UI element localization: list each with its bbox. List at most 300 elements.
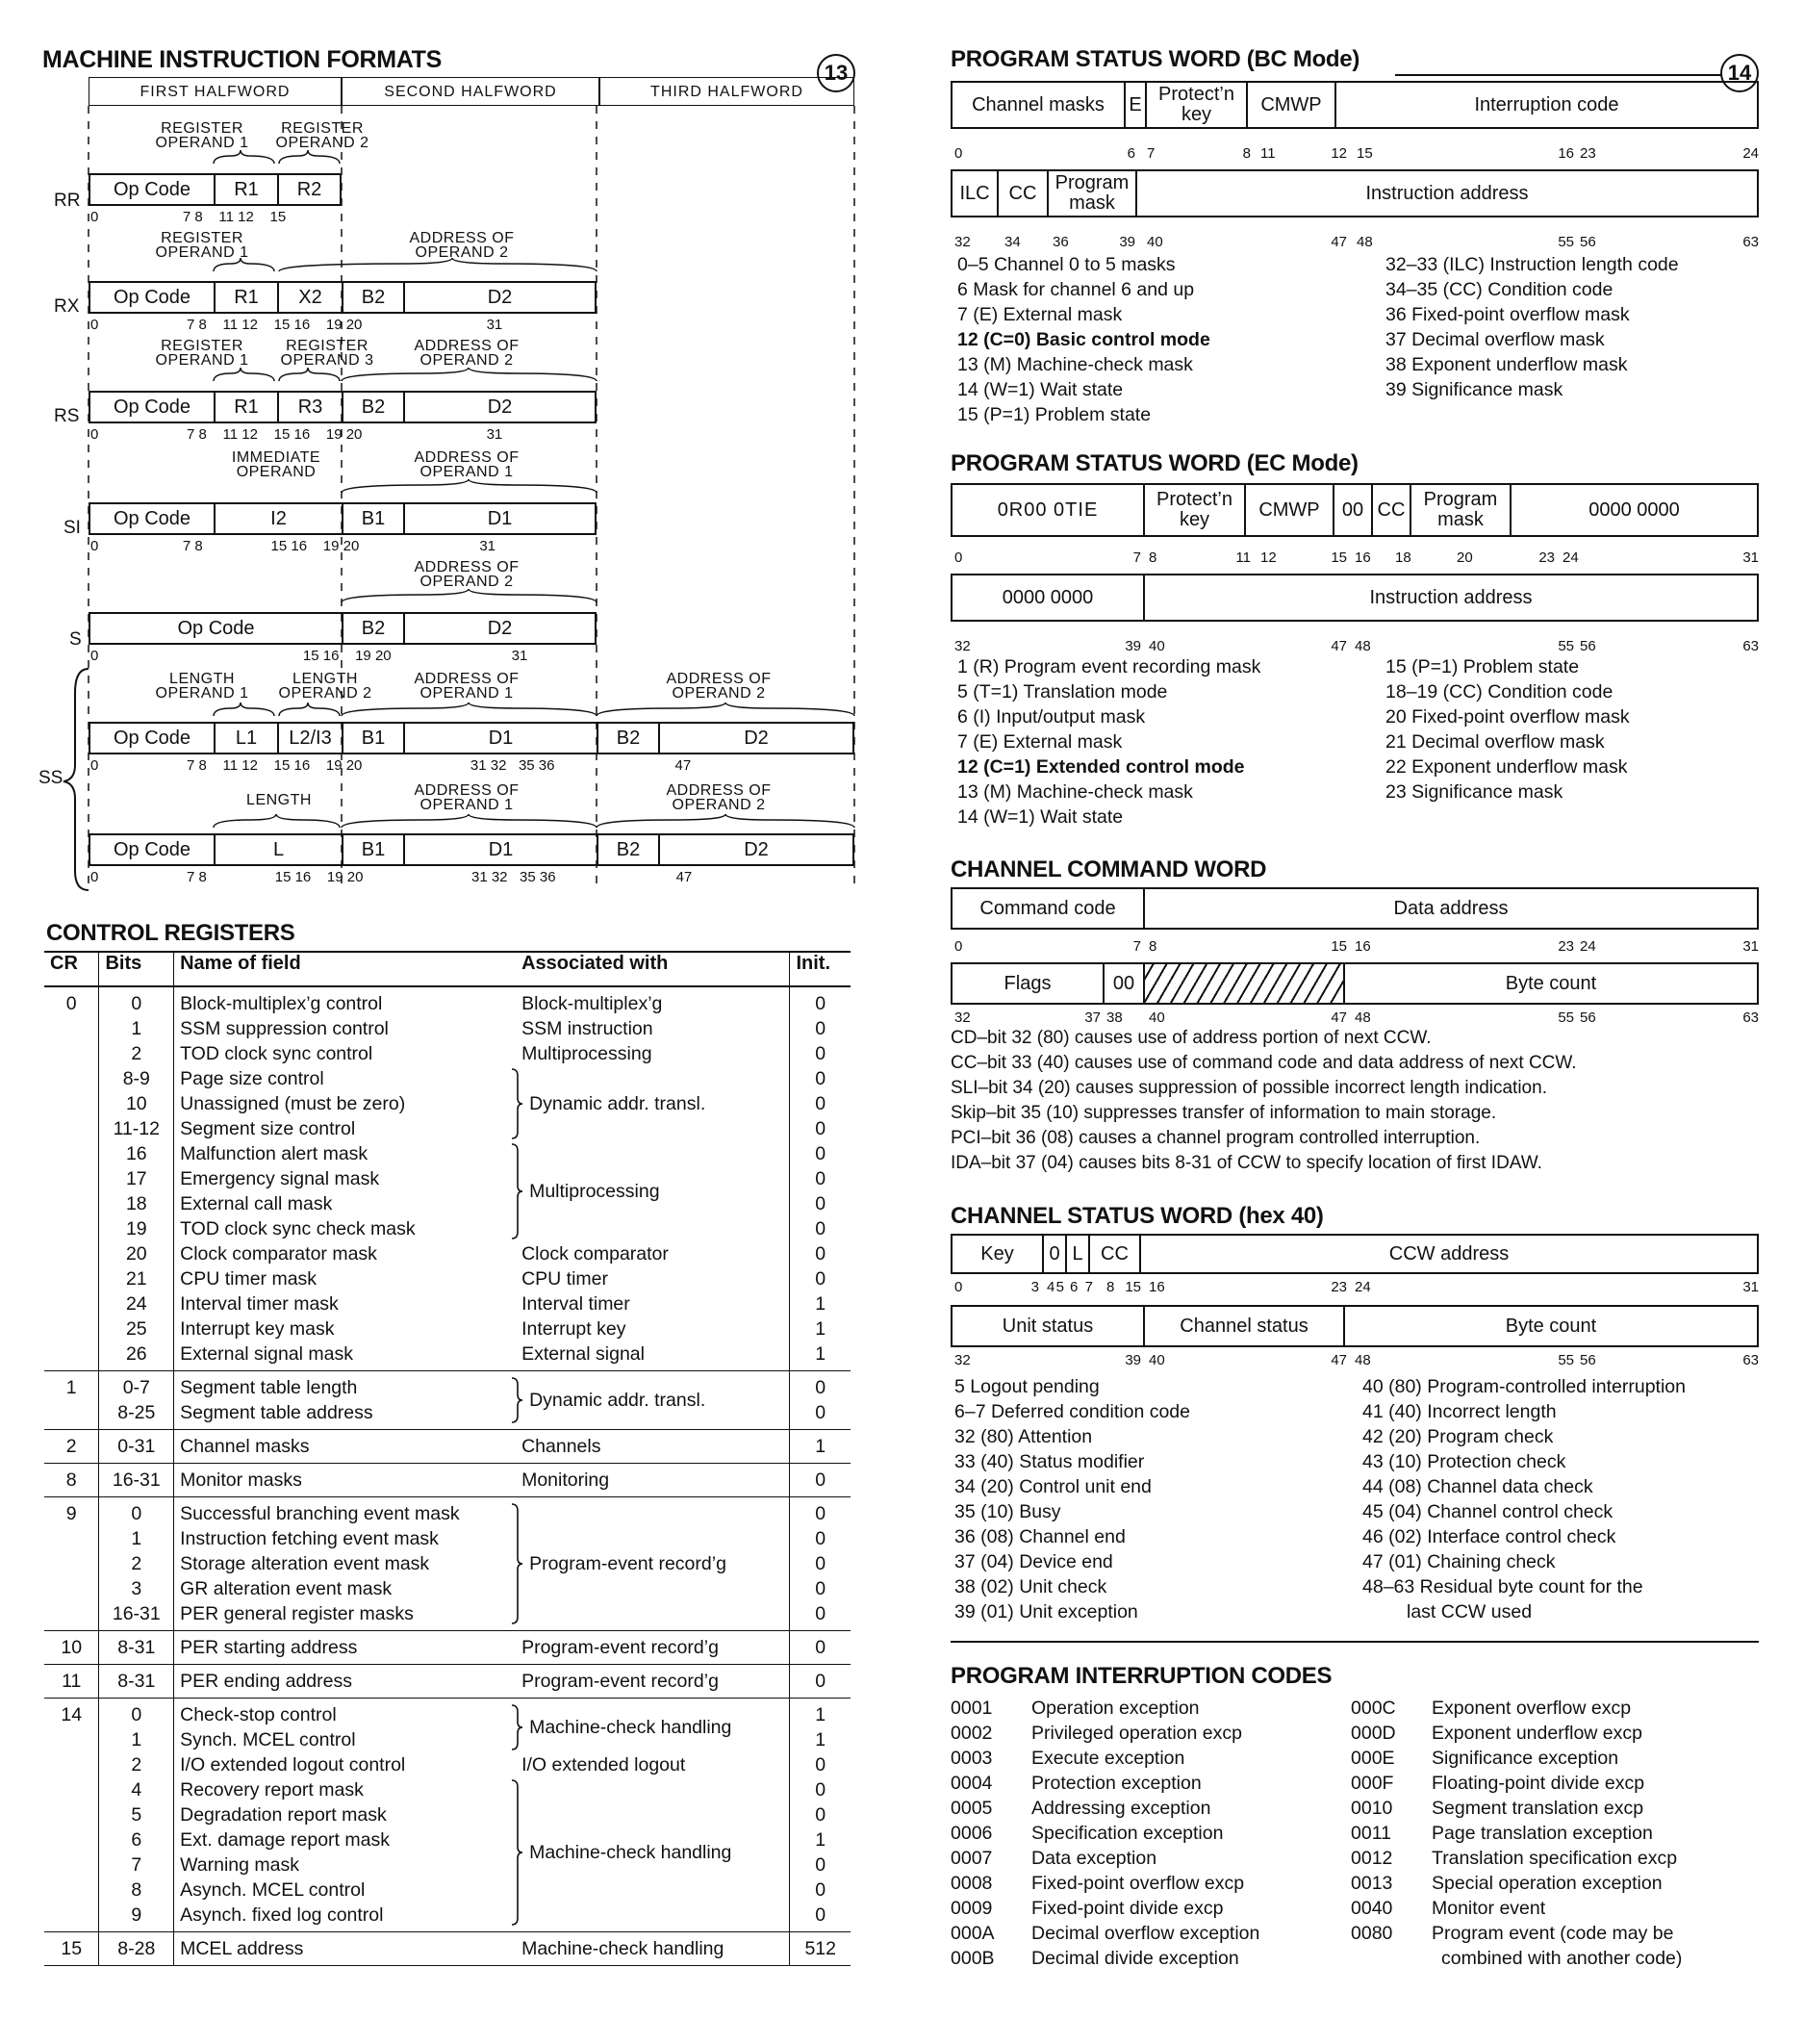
cr-assoc-brace-cell — [521, 1400, 783, 1425]
ss-len1-label: LENGTH OPERAND 1 — [155, 671, 249, 702]
bit-number: 36 — [1053, 234, 1069, 250]
cr-assoc-label: Interval timer — [521, 1293, 630, 1315]
ccw-reserved-field — [1145, 964, 1345, 1003]
bit-number: 20 — [1457, 549, 1473, 566]
cr-assoc-label: Program-event record’g — [529, 1553, 726, 1574]
cr-number — [44, 1430, 99, 1464]
bit-number: 23 — [1331, 1279, 1347, 1295]
bit-number: 55 — [1558, 638, 1574, 654]
bit-number: 23 — [1580, 145, 1596, 162]
cr-field-label: Segment table length — [180, 1377, 358, 1398]
bit-number: 7 — [1084, 1279, 1093, 1295]
cr-init-value: 0 — [815, 1804, 826, 1826]
list-line: IDA–bit 37 (04) causes bits 8-31 of CCW to specify location of first IDAW. — [951, 1153, 1542, 1173]
cr-assoc-label: Block-multiplex’g — [521, 993, 663, 1014]
cr-bit-range: 0-7 — [122, 1377, 150, 1398]
interruption-code-row — [1351, 1696, 1682, 1721]
cr-init — [790, 986, 851, 1371]
cr-assoc-brace-cell — [521, 1501, 783, 1574]
cr-init-value: 0 — [815, 1018, 826, 1039]
bit-number: 8 — [1106, 1279, 1115, 1295]
cr-field-label: MCEL address — [180, 1938, 304, 1959]
cr-field-label: GR alteration event mask — [180, 1578, 393, 1599]
bit-number: 16 — [1149, 1279, 1165, 1295]
cr-number-value: 1 — [65, 1377, 77, 1398]
cr-init-value: 0 — [815, 1243, 826, 1265]
interruption-code-field: Interruption code — [1474, 93, 1619, 115]
cr-number — [44, 1932, 99, 1966]
cr-init-value: 0 — [815, 1854, 826, 1876]
cr-associated-with — [516, 1464, 790, 1497]
interruption-code: 0012 — [1351, 1848, 1393, 1869]
list-line: 1 (R) Program event recording mask — [957, 656, 1261, 677]
interruption-description: Special operation exception — [1432, 1873, 1663, 1894]
interruption-code-row — [951, 1746, 1259, 1771]
ccw-notes — [951, 1026, 1577, 1176]
cr-init-value: 1 — [815, 1293, 826, 1315]
cr-field-label: Interrupt key mask — [180, 1318, 335, 1340]
interruption-description: Exponent overflow excp — [1432, 1698, 1632, 1719]
cr-init-value: 0 — [815, 1603, 826, 1624]
cr-bit-range: 6 — [131, 1829, 142, 1851]
cr-init — [790, 1497, 851, 1631]
bit-number: 0 — [954, 938, 963, 955]
bit-number: 0 — [954, 549, 963, 566]
cr-init-value: 0 — [815, 1469, 826, 1491]
s-d2-field: D2 — [487, 617, 513, 639]
cr-field-label: SSM suppression control — [180, 1018, 389, 1039]
cr-field-label: TOD clock sync control — [180, 1043, 373, 1064]
cr-init-value: 1 — [815, 1318, 826, 1340]
cr-assoc-brace-cell — [521, 1852, 783, 1878]
list-line: Skip–bit 35 (10) suppresses transfer of information to main storage. — [951, 1103, 1497, 1123]
channel-masks-field: Channel masks — [953, 83, 1126, 127]
list-line: 14 (W=1) Wait state — [957, 379, 1124, 400]
bit-number: 24 — [1355, 1279, 1371, 1295]
pic-title: PROGRAM INTERRUPTION CODES — [951, 1663, 1333, 1689]
assoc-col-header: Associated with — [516, 952, 790, 986]
cr-assoc-label: Program-event record’g — [521, 1671, 719, 1692]
cr-assoc-brace-cell — [521, 1191, 783, 1216]
cr-assoc-brace-cell — [521, 1375, 783, 1411]
interruption-code-row — [951, 1796, 1259, 1821]
interruption-code-row — [951, 1946, 1259, 1971]
e-field: E — [1126, 83, 1147, 127]
interruption-code-row — [1351, 1846, 1682, 1871]
cr-number — [44, 1464, 99, 1497]
cr-init-value: 0 — [815, 1068, 826, 1089]
ss-addr2-label: ADDRESS OF OPERAND 2 — [666, 671, 772, 702]
data-address-field: Data address — [1393, 897, 1509, 919]
list-line: 38 Exponent underflow mask — [1385, 354, 1628, 375]
si-format — [89, 502, 597, 535]
interruption-code: 0004 — [951, 1773, 993, 1794]
interruption-description: Significance exception — [1432, 1748, 1619, 1769]
cr-group-row — [44, 1371, 851, 1430]
cr-bit-range: 16-31 — [112, 1469, 161, 1491]
bit-number: 55 — [1558, 234, 1574, 250]
interruption-description: Fixed-point divide excp — [1031, 1898, 1224, 1919]
cr-number — [44, 986, 99, 1371]
cr-init-value: 0 — [815, 1904, 826, 1926]
psw-bc-left-list — [957, 252, 1210, 427]
interruption-code-row — [1351, 1746, 1682, 1771]
cr-bit-range: 2 — [131, 1754, 142, 1776]
ccw-title: CHANNEL COMMAND WORD — [951, 856, 1267, 882]
list-line: PCI–bit 36 (08) causes a channel program controlled interruption. — [951, 1128, 1481, 1148]
cr-assoc-brace-cell — [521, 1727, 783, 1752]
bit-number: 7 — [1132, 549, 1141, 566]
cr-number-value: 2 — [65, 1436, 77, 1457]
pic-right-list — [1351, 1696, 1682, 1971]
si-format-label: SI — [64, 518, 81, 538]
cr-associated-with — [516, 1932, 790, 1966]
cr-init-value: 0 — [815, 1043, 826, 1064]
cr-bit-range: 24 — [125, 1293, 147, 1315]
cr-number-value: 9 — [65, 1503, 77, 1524]
cr-number — [44, 1699, 99, 1932]
cr-number — [44, 1371, 99, 1430]
bit-number: 48 — [1355, 1009, 1371, 1026]
list-line: 6–7 Deferred condition code — [954, 1401, 1190, 1422]
bit-number: 56 — [1580, 1009, 1596, 1026]
list-line: 20 Fixed-point overflow mask — [1385, 706, 1630, 728]
interruption-description: Page translation exception — [1432, 1823, 1653, 1844]
cr-field-label: Monitor masks — [180, 1469, 302, 1491]
ec-00-field: 00 — [1334, 485, 1373, 535]
cr-field-label: TOD clock sync check mask — [180, 1218, 416, 1239]
rs-d2-field: D2 — [487, 396, 513, 418]
cr-bits — [99, 1699, 174, 1932]
cr-field-label: I/O extended logout control — [180, 1754, 406, 1776]
cr-field-label: Ext. damage report mask — [180, 1829, 390, 1851]
interruption-code: 000C — [1351, 1698, 1396, 1719]
cr-init-value: 0 — [815, 1637, 826, 1658]
bit-number: 31 — [1742, 1279, 1759, 1295]
cr-init-value: 1 — [815, 1343, 826, 1365]
cr-init-value: 0 — [815, 1143, 826, 1164]
bit-number: 63 — [1742, 1352, 1759, 1368]
interruption-description: Privileged operation excp — [1031, 1723, 1242, 1744]
bit-number: 15 — [1357, 145, 1373, 162]
bit-number: 23 — [1558, 938, 1574, 955]
cr-assoc-brace-cell — [521, 1526, 783, 1551]
list-line: 40 (80) Program-controlled interruption — [1362, 1376, 1686, 1397]
cr-field-label: Successful branching event mask — [180, 1503, 460, 1524]
list-line: 6 Mask for channel 6 and up — [957, 279, 1195, 300]
bit-number: 47 — [1331, 638, 1347, 654]
cr-field-label: Unassigned (must be zero) — [180, 1093, 406, 1114]
ss1-b2-field: B2 — [598, 724, 660, 753]
rx-b2-field: B2 — [343, 283, 405, 312]
cr-associated-with — [516, 986, 790, 1371]
cr-init — [790, 1371, 851, 1430]
list-line: 13 (M) Machine-check mask — [957, 781, 1193, 803]
cr-field-name — [174, 1699, 516, 1932]
cr-field-name — [174, 1497, 516, 1631]
bit-number: 32 — [954, 1009, 971, 1026]
cr-init-value: 1 — [815, 1829, 826, 1851]
interruption-code-row — [951, 1696, 1259, 1721]
ss2-addr1-label: ADDRESS OF OPERAND 1 — [414, 782, 520, 813]
command-code-field: Command code — [953, 889, 1145, 928]
list-line: 43 (10) Protection check — [1362, 1451, 1566, 1472]
cr-field-label: Instruction fetching event mask — [180, 1528, 439, 1549]
si-addr1-label: ADDRESS OF OPERAND 1 — [414, 449, 520, 480]
bit-number: 47 — [1331, 234, 1347, 250]
bit-number: 48 — [1355, 638, 1371, 654]
cr-assoc-label: I/O extended logout — [521, 1754, 686, 1776]
ec-program-mask-field: Program mask — [1411, 485, 1512, 535]
cr-field-label: Asynch. MCEL control — [180, 1879, 366, 1901]
interruption-description: Specification exception — [1031, 1823, 1224, 1844]
cr-bit-range: 26 — [125, 1343, 147, 1365]
cr-assoc-label: Channels — [521, 1436, 601, 1457]
protect-key-field: Protect’n key — [1147, 83, 1248, 127]
ss2-l-field: L — [216, 835, 343, 864]
list-line: 39 (01) Unit exception — [954, 1601, 1138, 1622]
cr-assoc-label: External signal — [521, 1343, 645, 1365]
cr-field-label: Clock comparator mask — [180, 1243, 377, 1265]
cr-field-label: Interval timer mask — [180, 1293, 339, 1315]
ss1-l1-field: L1 — [216, 724, 279, 753]
bit-number: 63 — [1742, 234, 1759, 250]
bit-number: 15 — [1331, 938, 1347, 955]
program-mask-field: Program mask — [1049, 171, 1137, 216]
interruption-code — [1351, 1946, 1432, 1971]
psw-ec-title: PROGRAM STATUS WORD (EC Mode) — [951, 450, 1359, 476]
bit-number: 32 — [954, 638, 971, 654]
list-line: SLI–bit 34 (20) causes suppression of possible incorrect length indication. — [951, 1078, 1547, 1098]
bit-number: 5 — [1055, 1279, 1064, 1295]
bit-number: 16 — [1355, 938, 1371, 955]
interruption-code: 0006 — [951, 1823, 993, 1844]
bit-number: 0 — [954, 1279, 963, 1295]
rs-format-label: RS — [54, 406, 80, 426]
list-line: 15 (P=1) Problem state — [957, 404, 1152, 425]
rr-reg1-label: REGISTER OPERAND 1 — [155, 120, 249, 151]
list-line: 46 (02) Interface control check — [1362, 1526, 1616, 1547]
interruption-code: 0040 — [1351, 1898, 1393, 1919]
bit-number: 47 — [1331, 1352, 1347, 1368]
cr-init — [790, 1464, 851, 1497]
cr-group-row — [44, 1699, 851, 1932]
s-format — [89, 612, 597, 645]
cr-init — [790, 1699, 851, 1932]
cr-assoc-brace-cell — [521, 1091, 783, 1116]
bit-number: 11 — [1235, 549, 1251, 566]
bit-number: 16 — [1355, 549, 1371, 566]
interruption-code-row — [1351, 1921, 1682, 1946]
cr-assoc-label: Multiprocessing — [521, 1043, 652, 1064]
interruption-description: Execute exception — [1031, 1748, 1185, 1769]
list-line: 18–19 (CC) Condition code — [1385, 681, 1613, 703]
bits-col-header: Bits — [99, 952, 174, 986]
cr-init-value: 0 — [815, 993, 826, 1014]
ss1-opcode-field: Op Code — [90, 724, 216, 753]
interruption-code-row — [1351, 1871, 1682, 1896]
ccw-00-field: 00 — [1105, 964, 1145, 1003]
cr-field-name — [174, 986, 516, 1371]
si-b1-field: B1 — [343, 504, 405, 533]
cr-assoc-brace-cell — [521, 1216, 783, 1241]
cr-field-label: Warning mask — [180, 1854, 300, 1876]
list-line: 7 (E) External mask — [957, 731, 1123, 753]
cr-field-label: Check-stop control — [180, 1704, 337, 1725]
bit-number: 8 — [1149, 549, 1157, 566]
bit-number: 56 — [1580, 638, 1596, 654]
cr-assoc-label: Machine-check handling — [529, 1717, 732, 1738]
ss1-bit-numbers: 0 7 8 11 12 15 16 19 20 31 32 35 36 47 — [90, 757, 692, 774]
cr-init-value: 0 — [815, 1093, 826, 1114]
rx-d2-field: D2 — [487, 286, 513, 308]
interruption-description: Addressing exception — [1031, 1798, 1211, 1819]
si-d1-field: D1 — [487, 507, 513, 529]
rs-r1-field: R1 — [216, 393, 279, 422]
list-line: 36 (08) Channel end — [954, 1526, 1126, 1547]
cr-bit-range: 18 — [125, 1193, 147, 1214]
cr-field-label: Page size control — [180, 1068, 324, 1089]
cr-init-value: 0 — [815, 1779, 826, 1801]
cr-bit-range: 0 — [131, 1503, 142, 1524]
list-line: 45 (04) Channel control check — [1362, 1501, 1613, 1522]
cr-assoc-label: Interrupt key — [521, 1318, 626, 1340]
cr-assoc-brace-cell — [521, 1551, 783, 1576]
rx-format-label: RX — [54, 296, 80, 317]
cr-number-value: 14 — [61, 1704, 83, 1725]
bit-number: 15 — [1331, 549, 1347, 566]
cr-bit-range: 1 — [131, 1528, 142, 1549]
cr-bit-range: 5 — [131, 1804, 142, 1826]
interruption-code: 0080 — [1351, 1923, 1393, 1944]
cr-bit-range: 16 — [125, 1143, 147, 1164]
s-addr2-label: ADDRESS OF OPERAND 2 — [414, 559, 520, 590]
cr-bit-range: 0 — [131, 993, 142, 1014]
cr-assoc-brace-cell — [521, 1903, 783, 1928]
interruption-code-row — [951, 1846, 1259, 1871]
bit-number: 40 — [1149, 1352, 1165, 1368]
rx-opcode-field: Op Code — [90, 283, 216, 312]
cr-field-label: Storage alteration event mask — [180, 1553, 430, 1574]
cr-title: CONTROL REGISTERS — [46, 920, 295, 946]
list-line: 0–5 Channel 0 to 5 masks — [957, 254, 1176, 275]
ss-format-2 — [89, 833, 854, 866]
interruption-code-row — [951, 1821, 1259, 1846]
psw-ec-left-list — [957, 654, 1260, 830]
mif-title: MACHINE INSTRUCTION FORMATS — [42, 46, 443, 73]
cr-init-value: 0 — [815, 1671, 826, 1692]
interruption-code-row — [1351, 1821, 1682, 1846]
bit-number: 7 — [1147, 145, 1156, 162]
cr-bit-range: 8-28 — [117, 1938, 156, 1959]
s-b2-field: B2 — [343, 614, 405, 643]
cr-field-label: PER ending address — [180, 1671, 352, 1692]
interruption-code: 0005 — [951, 1798, 993, 1819]
cr-field-label: PER general register masks — [180, 1603, 414, 1624]
bit-number: 47 — [1331, 1009, 1347, 1026]
interruption-description: Operation exception — [1031, 1698, 1200, 1719]
interruption-code: 000B — [951, 1948, 995, 1969]
interruption-description: Decimal divide exception — [1031, 1948, 1239, 1969]
rs-bit-numbers: 0 7 8 11 12 15 16 19 20 31 — [90, 426, 503, 443]
bit-number: 24 — [1563, 549, 1579, 566]
list-line: 13 (M) Machine-check mask — [957, 354, 1193, 375]
cr-body — [44, 986, 851, 1966]
cr-associated-with — [516, 1371, 790, 1430]
list-line: CD–bit 32 (80) causes use of address portion of next CCW. — [951, 1028, 1432, 1048]
interruption-code: 0013 — [1351, 1873, 1393, 1894]
csw-word1 — [951, 1234, 1759, 1274]
cr-bit-range: 1 — [131, 1018, 142, 1039]
interruption-description: Floating-point divide excp — [1432, 1773, 1645, 1794]
ss-format-1 — [89, 722, 854, 754]
csw-right-list — [1362, 1374, 1686, 1624]
cr-init-value: 0 — [815, 1377, 826, 1398]
rx-r1-field: R1 — [216, 283, 279, 312]
bit-number: 4 — [1047, 1279, 1055, 1295]
cr-bit-range: 8-31 — [117, 1637, 156, 1658]
cr-number-value: 8 — [65, 1469, 77, 1491]
rr-bit-numbers: 0 7 8 11 12 15 — [90, 209, 287, 225]
l-field: L — [1067, 1236, 1090, 1272]
interruption-code: 000E — [1351, 1748, 1395, 1769]
cr-bit-range: 1 — [131, 1729, 142, 1750]
ss-format-label: SS — [38, 768, 64, 788]
rx-format — [89, 281, 597, 314]
interruption-description: Data exception — [1031, 1848, 1157, 1869]
cr-group-row — [44, 1932, 851, 1966]
interruption-code-row — [951, 1771, 1259, 1796]
csw-title: CHANNEL STATUS WORD (hex 40) — [951, 1203, 1324, 1229]
key-field: Key — [953, 1236, 1044, 1272]
ec-protect-key-field: Protect’n key — [1145, 485, 1246, 535]
cr-field-label: Segment table address — [180, 1402, 373, 1423]
interruption-description: Monitor event — [1432, 1898, 1546, 1919]
bit-number: 56 — [1580, 234, 1596, 250]
cr-field-label: Recovery report mask — [180, 1779, 364, 1801]
cr-bit-range: 20 — [125, 1243, 147, 1265]
interruption-code: 0001 — [951, 1698, 993, 1719]
pic-left-list — [951, 1696, 1259, 1971]
list-line: 35 (10) Busy — [954, 1501, 1061, 1522]
csw-cc-field: CC — [1090, 1236, 1141, 1272]
s-format-label: S — [69, 629, 82, 650]
cr-field-label: Block-multiplex’g control — [180, 993, 383, 1014]
cr-number — [44, 1497, 99, 1631]
cr-assoc-label: CPU timer — [521, 1268, 608, 1290]
bit-number: 40 — [1147, 234, 1163, 250]
cr-number-value: 11 — [62, 1671, 82, 1692]
list-line: 36 Fixed-point overflow mask — [1385, 304, 1630, 325]
list-line: 6 (I) Input/output mask — [957, 706, 1146, 728]
list-line: 32–33 (ILC) Instruction length code — [1385, 254, 1679, 275]
cr-assoc-label: Dynamic addr. transl. — [529, 1093, 706, 1114]
cr-bit-range: 8 — [131, 1879, 142, 1901]
init-col-header: Init. — [790, 952, 851, 986]
ss1-d1-field: D1 — [405, 724, 598, 753]
page-badge-14: 14 — [1720, 54, 1759, 92]
ss-length-label: LENGTH — [246, 792, 312, 808]
cr-number-value: 15 — [61, 1938, 83, 1959]
psw-ec-sysmask-field: 0R00 0TIE — [953, 485, 1145, 535]
ss2-b1-field: B1 — [343, 835, 405, 864]
cr-associated-with — [516, 1699, 790, 1932]
cr-init-value: 0 — [815, 1168, 826, 1189]
bit-number: 6 — [1070, 1279, 1079, 1295]
list-line: 15 (P=1) Problem state — [1385, 656, 1580, 677]
cr-bits — [99, 1932, 174, 1966]
cr-group-row — [44, 1497, 851, 1631]
